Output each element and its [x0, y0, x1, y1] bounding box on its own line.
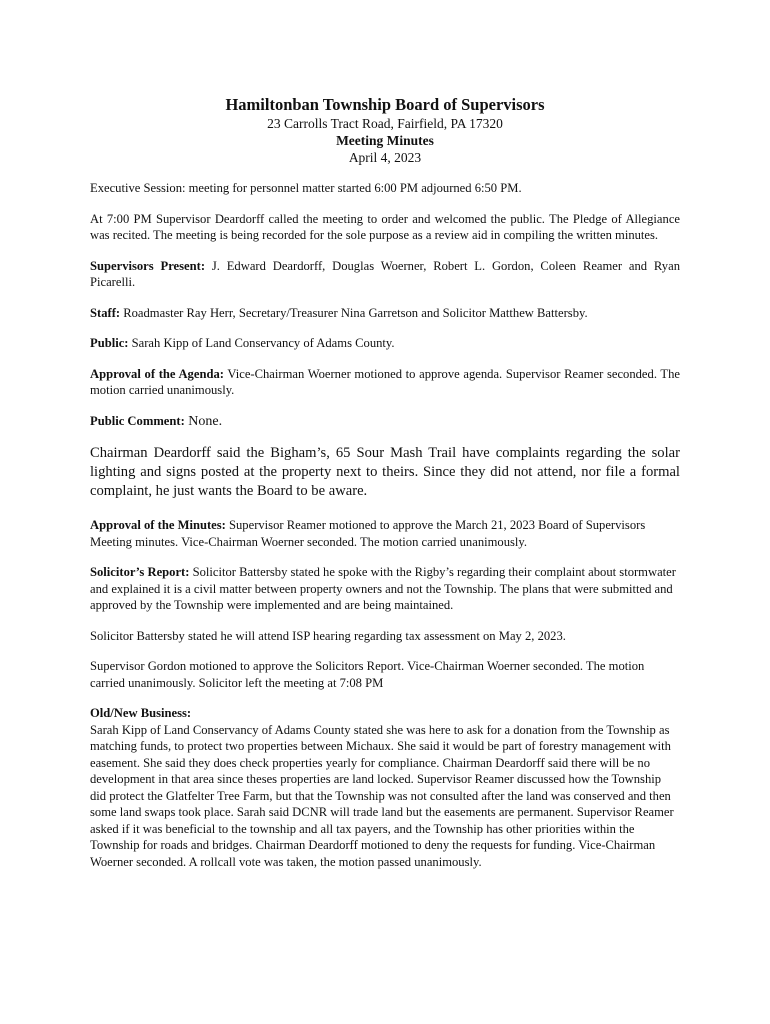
agenda-approval-paragraph — [90, 366, 680, 399]
call-to-order: At 7:00 PM Supervisor Deardorff called the meeting to order and welcomed the public. The Pledge of Allegiance was recited. The meeting is being recorded for the sole purpose as a review aid in compiling the written minutes. — [90, 211, 680, 242]
supervisors-present-paragraph — [90, 258, 680, 291]
solicitor-report-paragraph — [90, 564, 680, 614]
executive-session: Executive Session: meeting for personnel matter started 6:00 PM adjourned 6:50 PM. — [90, 181, 522, 195]
public-text: Sarah Kipp of Land Conservancy of Adams County. — [128, 336, 395, 350]
solicitor-report-text: Solicitor Battersby stated he spoke with the Rigby’s regarding their complaint about stormwater and explained it is a civil matter between property owners and not the Township. The plans that were submitted and approved by the Township were implemented and are being maintained. — [90, 565, 676, 612]
supervisors-present-label: Supervisors Present: — [90, 258, 206, 273]
meeting-date: April 4, 2023 — [348, 150, 422, 165]
solicitor-motion-paragraph: Supervisor Gordon motioned to approve the Solicitors Report. Vice-Chairman Woerner seconded. The motion carried unanimously. Solicitor left the meeting at 7:08 PM — [90, 659, 645, 690]
old-new-business-text: Sarah Kipp of Land Conservancy of Adams County stated she was here to ask for a donation from the Township as matching funds, to protect two properties between Michaux. She said it would be part of forestry management with easement. She said they does check properties yearly for compliance. Chairman Deardorff said there will be no development in that area since theses properties are land locked. Supervisor Reamer discussed how the Township did protect the Glatfelter Tree Farm, but that the Township was not consulted after the land was conserved and then some land swaps took place. Sarah said DCNR will trade land but the easements are permanent. Supervisor Reamer asked if it was beneficial to the township and all tax payers, and the Township has other priorities within the Township for roads and bridges. Chairman Deardorff motioned to deny the requests for funding. Vice-Chairman Woerner seconded. A rollcall vote was taken, the motion passed unanimously. — [90, 722, 674, 869]
minutes-approval-paragraph — [90, 517, 680, 550]
public-label: Public: — [90, 336, 129, 350]
agenda-approval-text: Vice-Chairman Woerner motioned to approve agenda. Supervisor Reamer seconded. The motion carried unanimously. — [90, 366, 680, 397]
solicitor-report-label: Solicitor’s Report: — [90, 565, 190, 579]
document-title: Hamiltonban Township Board of Supervisors — [225, 95, 545, 114]
solicitor-isp-paragraph: Solicitor Battersby stated he will attend ISP hearing regarding tax assessment on May 2, 2023. — [90, 628, 566, 643]
township-address: 23 Carrolls Tract Road, Fairfield, PA 17320 — [267, 116, 503, 131]
minutes-approval-text: Supervisor Reamer motioned to approve the March 21, 2023 Board of Supervisors Meeting minutes. Vice-Chairman Woerner seconded. The motion carried unanimously. — [90, 518, 646, 549]
staff-paragraph — [90, 305, 680, 322]
minutes-page — [90, 95, 680, 882]
supervisors-present-text: J. Edward Deardorff, Douglas Woerner, Robert L. Gordon, Coleen Reamer and Ryan Picarelli. — [90, 258, 680, 289]
public-comment-paragraph — [90, 413, 680, 431]
public-comment-text: None. — [184, 413, 223, 429]
staff-text: Roadmaster Ray Herr, Secretary/Treasurer Nina Garretson and Solicitor Matthew Battersby. — [120, 305, 588, 320]
old-new-business-heading: Old/New Business: — [90, 706, 192, 720]
document-type: Meeting Minutes — [336, 133, 434, 148]
chairman-remarks: Chairman Deardorff said the Bigham’s, 65 Sour Mash Trail have complaints regarding the solar lighting and signs posted at the property next to theirs. Since they did not attend, nor file a formal complaint, he just wants the Board to be aware. — [90, 445, 680, 499]
public-comment-label: Public Comment: — [90, 413, 185, 428]
staff-label: Staff: — [90, 305, 121, 320]
agenda-approval-label: Approval of the Agenda: — [90, 366, 224, 381]
document-header — [90, 95, 680, 166]
minutes-approval-label: Approval of the Minutes: — [90, 518, 226, 532]
public-paragraph — [90, 335, 680, 352]
